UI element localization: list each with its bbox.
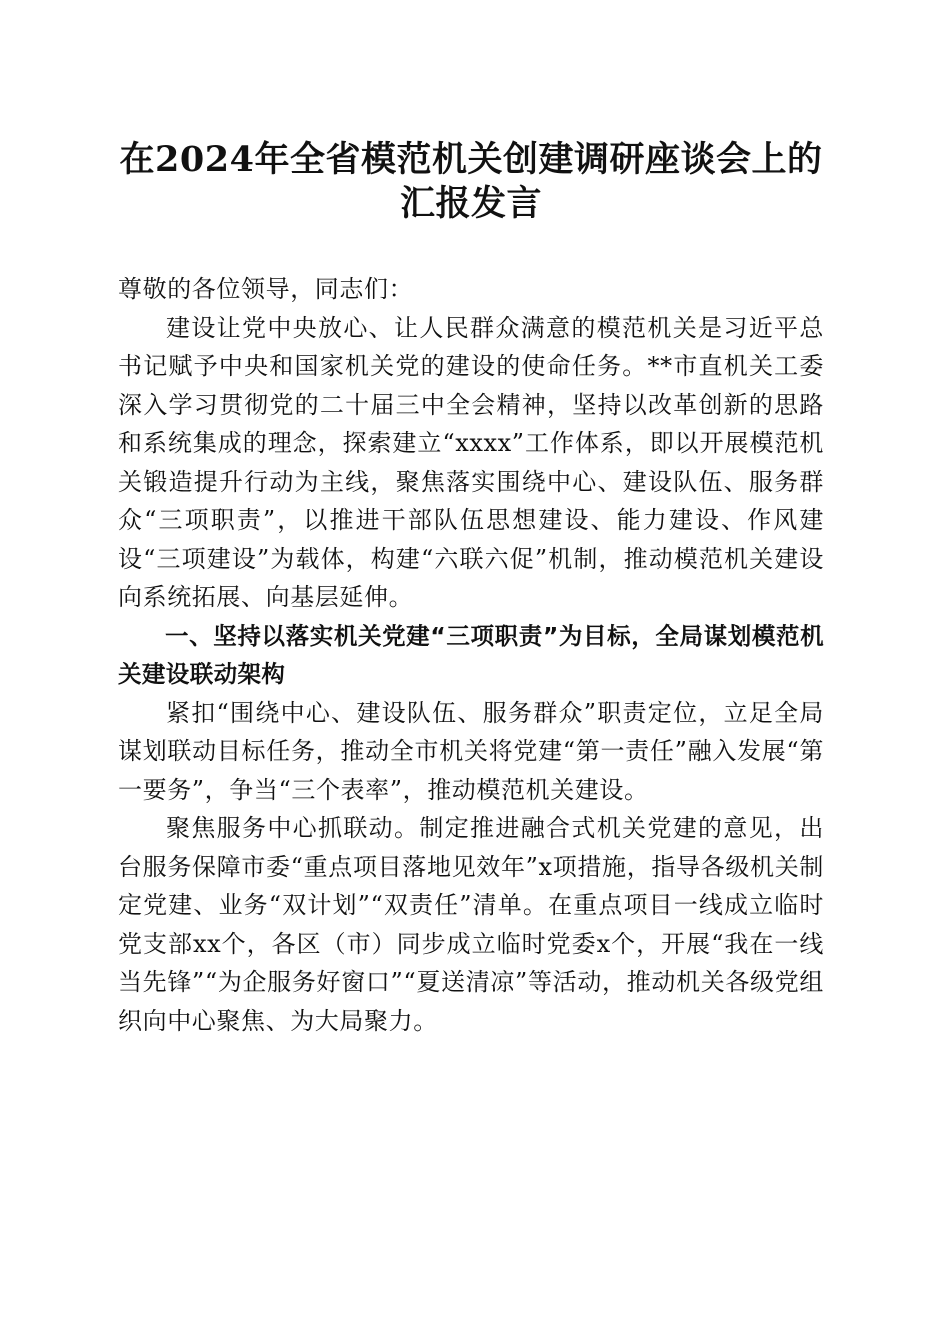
section-1-paragraph-2: 聚焦服务中心抓联动。制定推进融合式机关党建的意见，出台服务保障市委“重点项目落地见效年”x项措施，指导各级机关制定党建、业务“双计划”“双责任”清单。在重点项目一线成立临时党支部xx个，各区（市）同步成立临时党委x个，开展“我在一线当先锋”“为企服务好窗口”“夏送清凉”等活动，推动机关各级党组织向中心聚焦、为大局聚力。 [118,814,824,1035]
intro-paragraph: 建设让党中央放心、让人民群众满意的模范机关是习近平总书记赋予中央和国家机关党的建设的使命任务。**市直机关工委深入学习贯彻党的二十届三中全会精神，坚持以改革创新的思路和系统集成的理念，探索建立“xxxx”工作体系，即以开展模范机关锻造提升行动为主线，聚焦落实围绕中心、建设队伍、服务群众“三项职责”，以推进干部队伍思想建设、能力建设、作风建设“三项建设”为载体，构建“六联六促”机制，推动模范机关建设向系统拓展、向基层延伸。 [118,313,824,611]
document-page [118,0,824,1040]
document-body [118,270,824,1040]
section-1-heading: 一、坚持以落实机关党建“三项职责”为目标，全局谋划模范机关建设联动架构 [118,621,824,688]
title-line-2: 汇报发言 [399,183,542,224]
document-title [118,138,824,226]
salutation: 尊敬的各位领导，同志们： [118,275,414,303]
title-line-1: 在2024年全省模范机关创建调研座谈会上的 [119,139,823,180]
section-1-paragraph-1: 紧扣“围绕中心、建设队伍、服务群众”职责定位，立足全局谋划联动目标任务，推动全市机关将党建“第一责任”融入发展“第一要务”，争当“三个表率”，推动模范机关建设。 [118,698,824,804]
